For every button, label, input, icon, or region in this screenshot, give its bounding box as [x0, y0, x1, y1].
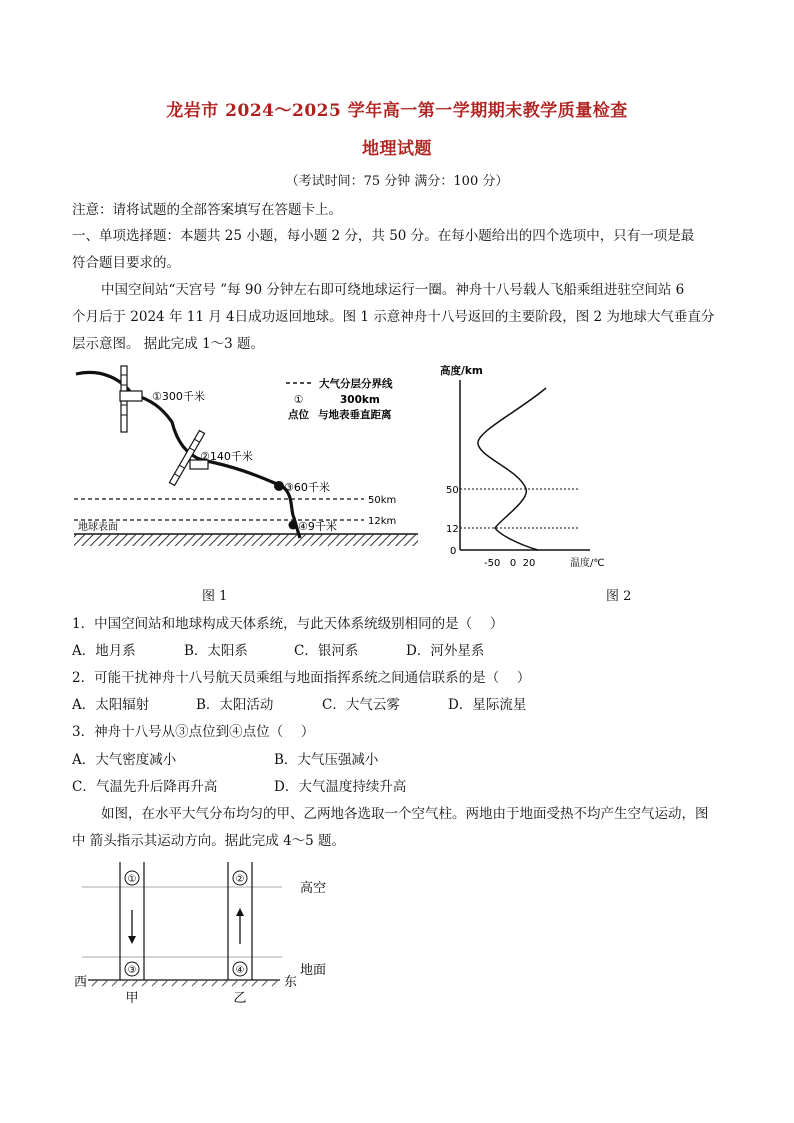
marker-2: ② — [235, 874, 245, 885]
q2-option-c[interactable]: C．大气云雾 — [322, 697, 400, 713]
fig2-ylabel: 高度/km — [440, 365, 483, 377]
temperature-curve — [478, 388, 546, 550]
exam-title: 龙岩市 2024～2025 学年高一第一学期期末教学质量检查 — [166, 101, 628, 121]
tick-50: 50 — [446, 485, 459, 496]
q3-option-b[interactable]: B．大气压强减小 — [274, 752, 379, 768]
q1-option-d[interactable]: D．河外星系 — [406, 643, 485, 659]
passage2-line2: 中 箭头指示其运动方向。据此完成 4～5 题。 — [72, 833, 346, 849]
exam-info: （考试时间：75 分钟 满分：100 分） — [285, 174, 509, 189]
figure2-atmosphere-layers-chart — [420, 360, 630, 572]
down-arrow-icon — [128, 936, 136, 944]
surface-label: 地球表面 — [78, 522, 118, 533]
section-heading-line1: 一、单项选择题：本题共 25 小题，每小题 2 分，共 50 分。在每小题给出的四个选项中，只有一项是最 — [72, 228, 695, 244]
fig2-xlabel: 温度/℃ — [570, 558, 605, 569]
point2-label: ②140千米 — [200, 450, 253, 463]
q2-option-a[interactable]: A．太阳辐射 — [72, 697, 150, 713]
legend-point-desc: 与地表垂直距离 — [318, 409, 392, 421]
marker-3: ③ — [127, 965, 137, 976]
ground-label: 地面 — [300, 963, 327, 978]
passage1-line3: 层示意图。 据此完成 1～3 题。 — [72, 336, 265, 352]
west-label: 西 — [74, 975, 88, 990]
ground-hatching — [74, 534, 418, 546]
spacecraft-panel-icon-1 — [120, 366, 142, 432]
q3-option-a[interactable]: A．大气密度减小 — [72, 752, 177, 768]
point1-label: ①300千米 — [152, 390, 205, 403]
passage1-line1: 中国空间站“天宫号 ”每 90 分钟左右即可绕地球运行一圈。神舟十八号载人飞船乘组进驻空间站 6 — [101, 282, 685, 298]
high-altitude-label: 高空 — [300, 881, 327, 896]
q2-option-d[interactable]: D．星际流星 — [448, 697, 527, 713]
legend-point-label: 点位 — [288, 409, 309, 421]
section-heading-line2: 符合题目要求的。 — [72, 255, 180, 271]
point4-label: ④9千米 — [298, 520, 337, 533]
q3-stem: 3．神舟十八号从③点位到④点位（ ） — [72, 724, 315, 740]
tick-12: 12 — [446, 524, 459, 535]
figure3-air-column-diagram — [72, 862, 352, 1006]
legend-boundary: 大气分层分界线 — [319, 378, 393, 390]
figure1-caption: 图 1 — [202, 589, 228, 604]
up-arrow-icon — [236, 908, 244, 916]
q2-stem: 2．可能干扰神舟十八号航天员乘组与地面指挥系统之间通信联系的是（ ） — [72, 670, 531, 686]
q2-option-b[interactable]: B．太阳活动 — [196, 697, 274, 713]
q1-option-b[interactable]: B．太阳系 — [184, 643, 248, 659]
marker-4: ④ — [235, 965, 245, 976]
figure2-caption: 图 2 — [606, 589, 632, 604]
q3-option-d[interactable]: D．大气温度持续升高 — [274, 779, 407, 795]
marker-1: ① — [127, 874, 137, 885]
yi-label: 乙 — [233, 991, 247, 1006]
q1-option-c[interactable]: C．银河系 — [294, 643, 359, 659]
subject-title: 地理试题 — [362, 139, 432, 159]
q3-option-c[interactable]: C．气温先升后降再升高 — [72, 779, 218, 795]
passage1-line2: 个月后于 2024 年 11 月 4日成功返回地球。图 1 示意神舟十八号返回的主要阶段，图 2 为地球大气垂直分 — [72, 309, 715, 325]
legend-example-marker: ① — [294, 394, 304, 406]
legend-example-value: 300km — [340, 394, 380, 406]
line-50-label: 50km — [368, 495, 397, 506]
x-ticks: -50 0 20 — [484, 558, 536, 569]
jia-label: 甲 — [125, 991, 139, 1006]
east-label: 东 — [284, 975, 298, 990]
q1-option-a[interactable]: A．地月系 — [72, 643, 136, 659]
passage2-line1: 如图，在水平大气分布均匀的甲、乙两地各选取一个空气柱。两地由于地面受热不均产生空气运动，图 — [101, 806, 709, 822]
figure1-return-path-diagram — [72, 360, 420, 552]
q1-stem: 1．中国空间站和地球构成天体系统，与此天体系统级别相同的是（ ） — [72, 616, 504, 632]
line-12-label: 12km — [368, 516, 397, 527]
notice: 注意：请将试题的全部答案填写在答题卡上。 — [72, 202, 342, 218]
tick-0: 0 — [450, 546, 457, 557]
point3-label: ③60千米 — [284, 481, 330, 494]
